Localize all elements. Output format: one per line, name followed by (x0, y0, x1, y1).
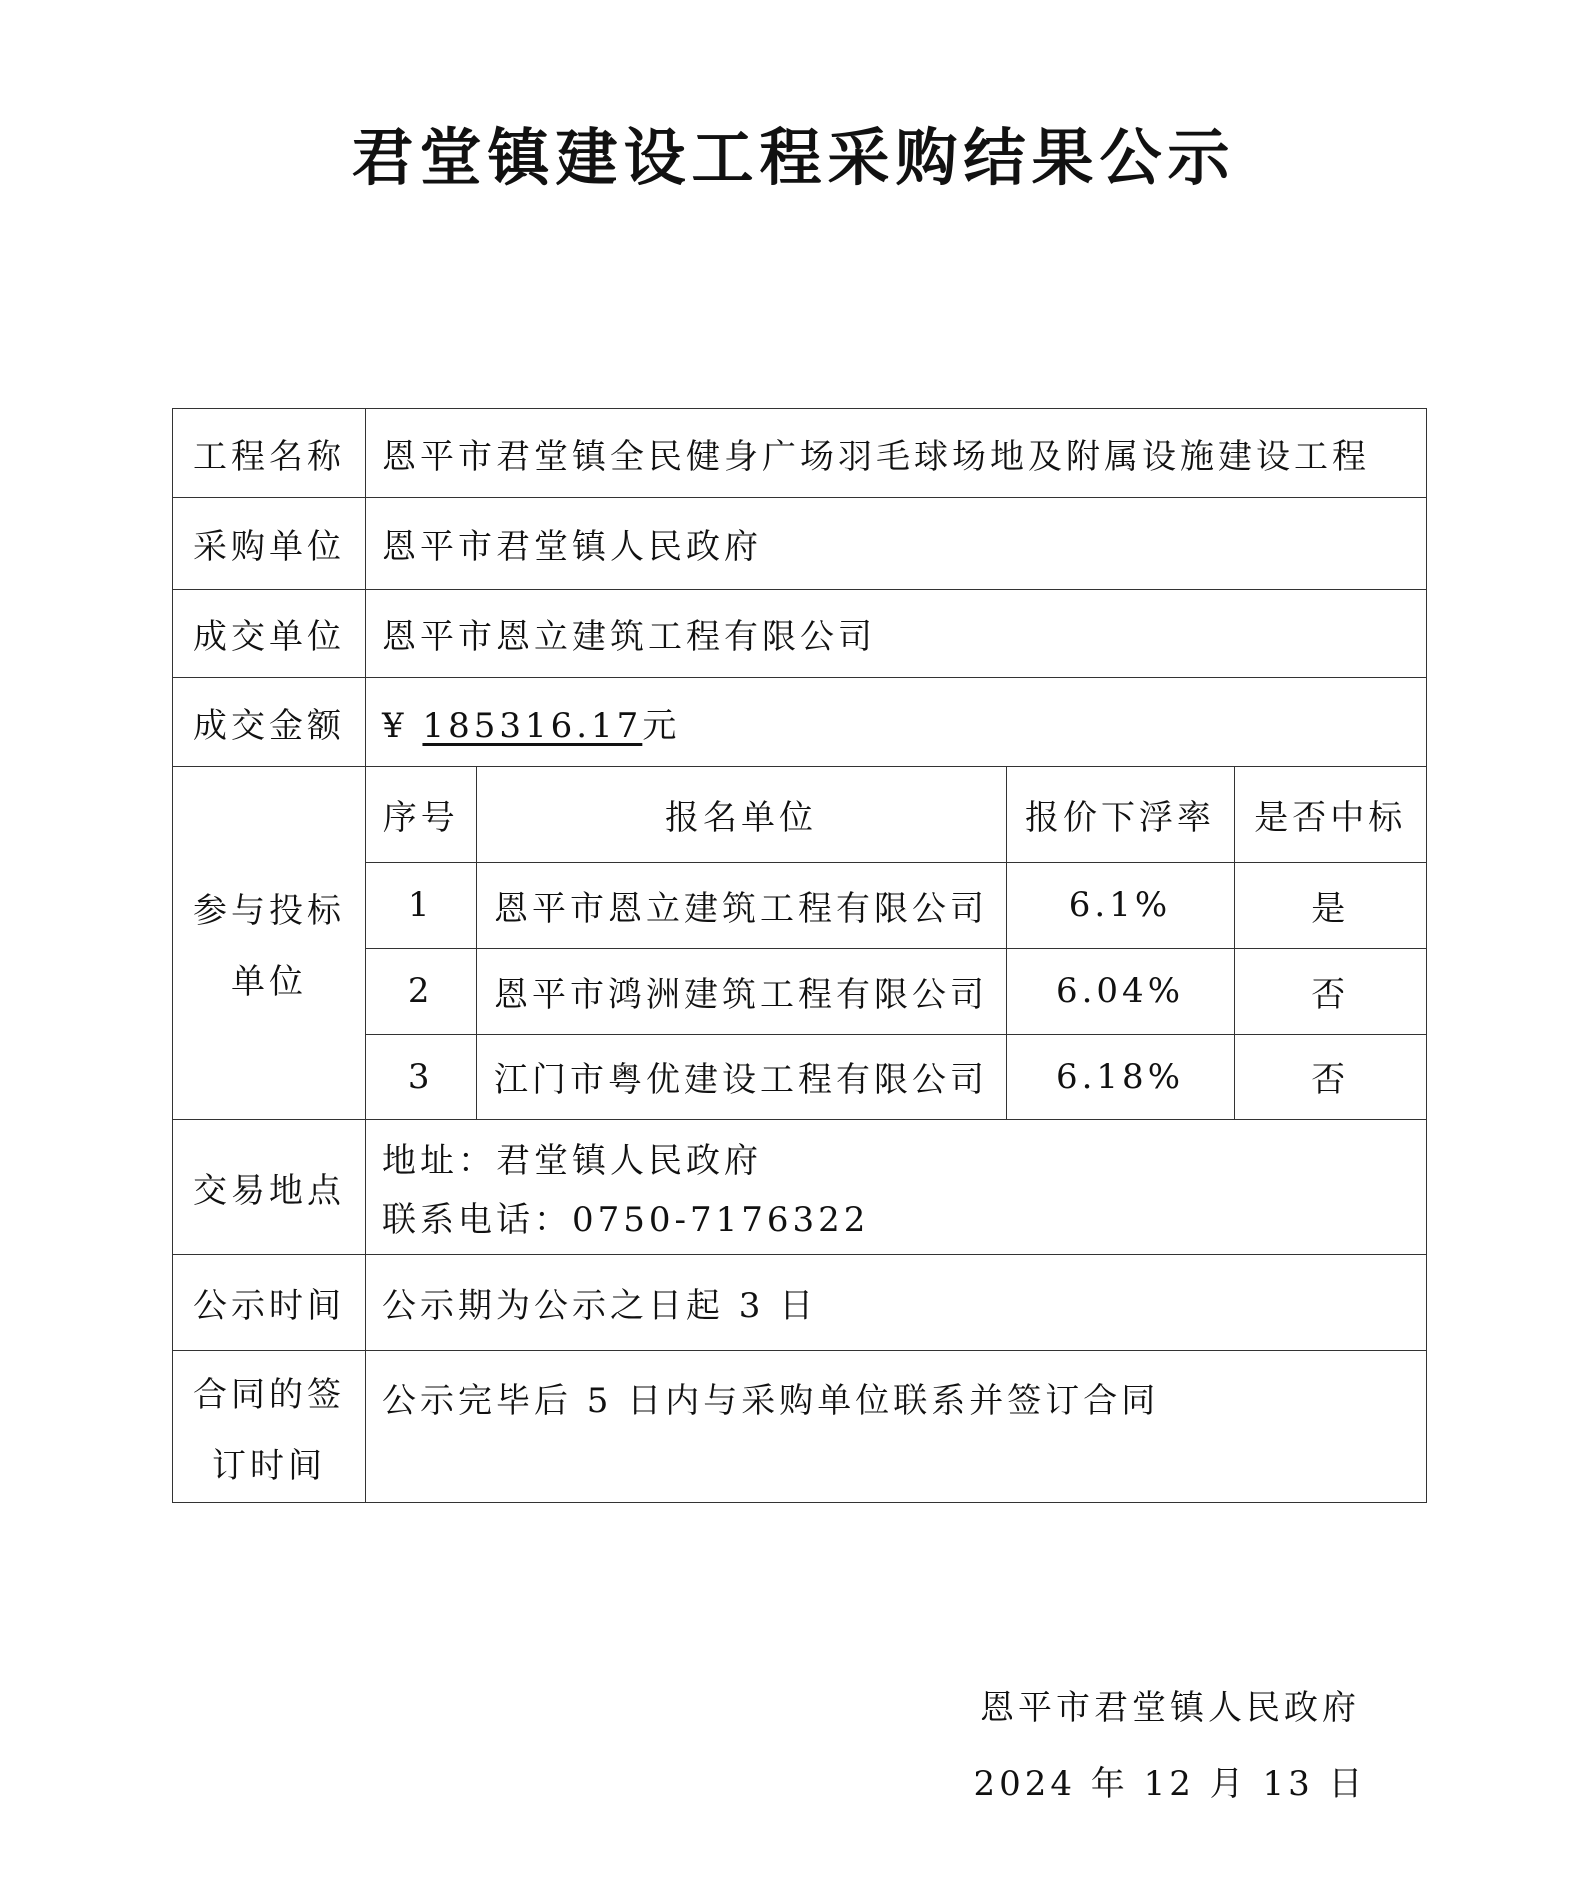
currency-symbol: ¥ (382, 705, 408, 746)
contract-label-line2: 订时间 (212, 1445, 326, 1486)
row-location (173, 1120, 1427, 1255)
project-name-label: 工程名称 (173, 409, 366, 498)
bidders-label (173, 767, 366, 1120)
purchaser-label: 采购单位 (173, 498, 366, 590)
bidders-label-line1: 参与投标 (193, 891, 345, 931)
location-value (366, 1120, 1427, 1255)
bidders-header-row (366, 767, 1426, 862)
row-bidders (173, 767, 1427, 1120)
notice-period-label: 公示时间 (173, 1255, 366, 1351)
signature-date: 2024 年 12 月 13 日 (973, 1764, 1367, 1804)
bidders-label-line2: 单位 (231, 962, 307, 1002)
bidder-rate: 6.18% (1006, 1034, 1234, 1119)
table-row (366, 1034, 1426, 1119)
winner-label: 成交单位 (173, 590, 366, 678)
row-purchaser (173, 498, 1427, 590)
amount-number: 185316.17 (422, 705, 643, 746)
bidders-cell (366, 767, 1427, 1120)
winner-value: 恩平市恩立建筑工程有限公司 (366, 590, 1427, 678)
header-name: 报名单位 (476, 767, 1006, 862)
procurement-result-table (172, 408, 1427, 1503)
bidder-name: 恩平市鸿洲建筑工程有限公司 (476, 948, 1006, 1034)
table-row (366, 948, 1426, 1034)
row-notice-period (173, 1255, 1427, 1351)
bidder-no: 2 (366, 948, 476, 1034)
location-phone: 联系电话：0750-7176322 (382, 1200, 870, 1240)
location-label: 交易地点 (173, 1120, 366, 1255)
bidder-name: 江门市粤优建设工程有限公司 (476, 1034, 1006, 1119)
row-contract (173, 1351, 1427, 1503)
amount-label: 成交金额 (173, 678, 366, 767)
bidder-won: 否 (1234, 948, 1426, 1034)
bidder-name: 恩平市恩立建筑工程有限公司 (476, 862, 1006, 948)
table-row (366, 862, 1426, 948)
contract-label (173, 1351, 366, 1503)
header-won: 是否中标 (1234, 767, 1426, 862)
bidder-no: 1 (366, 862, 476, 948)
contract-label-line1: 合同的签 (193, 1374, 345, 1415)
header-rate: 报价下浮率 (1006, 767, 1234, 862)
project-name-value: 恩平市君堂镇全民健身广场羽毛球场地及附属设施建设工程 (366, 409, 1427, 498)
bidder-won: 是 (1234, 862, 1426, 948)
bidder-rate: 6.04% (1006, 948, 1234, 1034)
contract-value: 公示完毕后 5 日内与采购单位联系并签订合同 (366, 1351, 1427, 1503)
bidder-won: 否 (1234, 1034, 1426, 1119)
amount-value (366, 678, 1427, 767)
bidders-table (366, 767, 1426, 1119)
row-amount (173, 678, 1427, 767)
bidder-no: 3 (366, 1034, 476, 1119)
location-address: 地址：君堂镇人民政府 (382, 1141, 762, 1181)
notice-period-value: 公示期为公示之日起 3 日 (366, 1255, 1427, 1351)
document-title: 君堂镇建设工程采购结果公示 (351, 121, 1236, 194)
bidder-rate: 6.1% (1006, 862, 1234, 948)
row-winner (173, 590, 1427, 678)
purchaser-value: 恩平市君堂镇人民政府 (366, 498, 1427, 590)
signature-org: 恩平市君堂镇人民政府 (980, 1688, 1360, 1728)
header-no: 序号 (366, 767, 476, 862)
amount-unit: 元 (642, 705, 681, 746)
row-project (173, 409, 1427, 498)
